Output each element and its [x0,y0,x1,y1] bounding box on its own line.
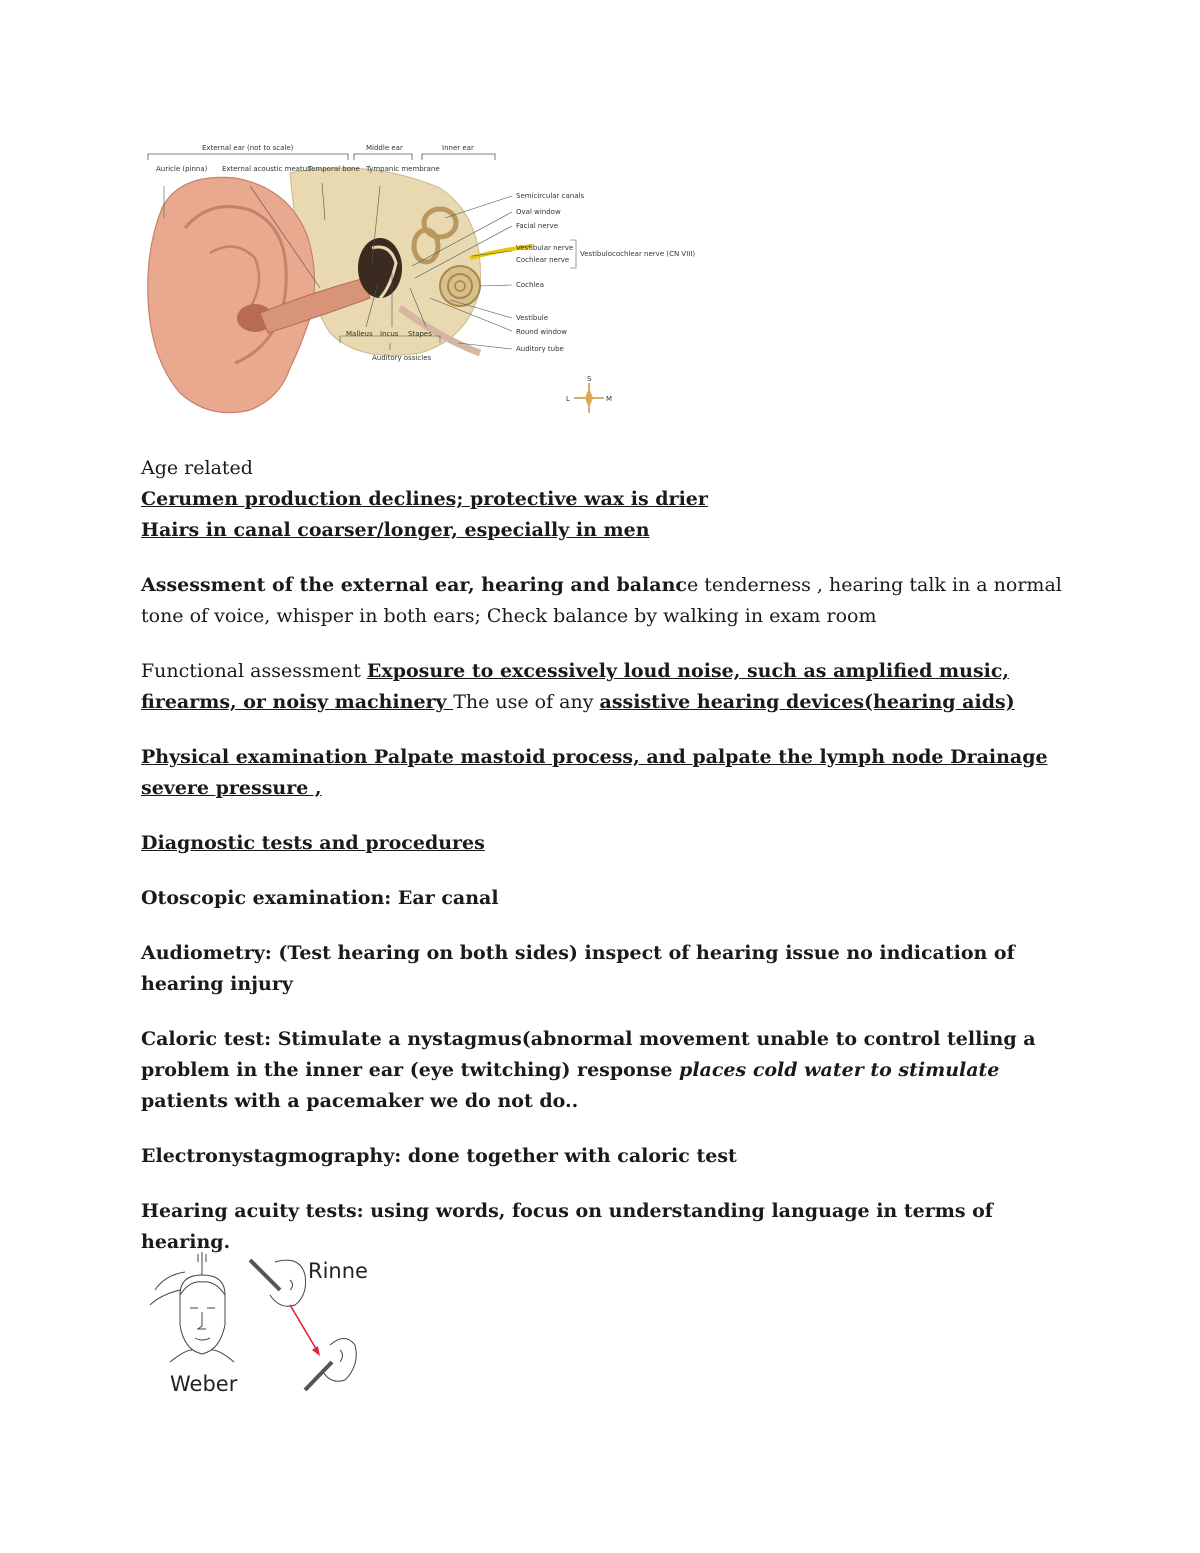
label-round-window: Round window [516,328,567,336]
label-tympanic-membrane: Tympanic membrane [366,165,440,173]
label-oval-window: Oval window [516,208,561,216]
label-semicircular-canals: Semicircular canals [516,192,585,200]
label-cochlear-nerve: Cochlear nerve [516,256,570,264]
weber-head-illustration [150,1252,234,1362]
label-temporal-bone: Temporal bone [308,165,360,173]
document-body [141,453,1066,1258]
compass-right-label: M [606,395,613,403]
region-label-middle: Middle ear [366,144,403,152]
assessment-paragraph [141,570,1066,632]
assessment-rest-text: e tenderness , hearing talk in a normal tone of voice, whisper in both ears; Check balance by walking in exam room [141,574,1062,627]
region-label-inner: Inner ear [442,144,474,152]
caloric-text-part-1: Caloric test: Stimulate a nystagmus(abnormal movement unable to control telling a problem in the inner ear (eye twitching) response [141,1028,1036,1081]
age-related-line-2: Hairs in canal coarser/longer, especially in men [141,519,650,541]
otoscopic-paragraph: Otoscopic examination: Ear canal [141,887,499,909]
label-vestibule: Vestibule [516,314,549,322]
physical-examination-paragraph: Physical examination Palpate mastoid process, and palpate the lymph node Drainage severe pressure , [141,746,1048,799]
weber-label: Weber [170,1372,238,1396]
label-cochlea: Cochlea [516,281,544,289]
functional-devices-text: assistive hearing devices(hearing aids) [599,691,1015,713]
weber-rinne-figure [140,1250,380,1400]
assessment-bold-text: Assessment of the external ear, hearing and balanc [141,574,687,596]
caloric-text-part-2: patients with a pacemaker we do not do.. [141,1090,579,1112]
label-incus: Incus [380,330,399,338]
rinne-label: Rinne [308,1259,368,1283]
label-auditory-ossicles: Auditory ossicles [372,354,432,362]
functional-lead-text: Functional assessment [141,660,367,682]
diagnostic-tests-heading: Diagnostic tests and procedures [141,832,485,854]
functional-exposure-text: Exposure to excessively loud noise, such as amplified music, firearms, or noisy machinery [141,660,1010,713]
ear-anatomy-figure [140,138,696,423]
label-stapes: Stapes [408,330,432,338]
label-auricle: Auricle (pinna) [156,165,208,173]
caloric-italic-text: places cold water to stimulate [679,1059,1000,1081]
functional-middle-text: The use of any [453,691,600,713]
functional-assessment-paragraph [141,656,1066,718]
caloric-test-paragraph [141,1024,1066,1117]
label-vestibulocochlear-nerve: Vestibulocochlear nerve (CN VIII) [580,250,696,258]
age-related-heading: Age related [141,457,253,479]
hearing-acuity-paragraph: Hearing acuity tests: using words, focus on understanding language in terms of hearing. [141,1200,993,1253]
label-facial-nerve: Facial nerve [516,222,558,230]
region-label-external: External ear (not to scale) [202,144,294,152]
compass-icon [566,375,612,413]
ear-anatomy-illustration [140,138,696,423]
audiometry-paragraph: Audiometry: (Test hearing on both sides) inspect of hearing issue no indication of hearing injury [141,942,1015,995]
electronystagmography-paragraph: Electronystagmography: done together with caloric test [141,1145,737,1167]
label-vestibular-nerve: Vestibular nerve [516,244,574,252]
label-auditory-tube: Auditory tube [516,345,564,353]
label-malleus: Malleus [346,330,373,338]
rinne-arrow [290,1305,318,1352]
rinne-arrow-head [312,1346,320,1356]
weber-rinne-illustration [140,1250,380,1400]
label-meatus: External acoustic meatus [222,165,311,173]
age-related-line-1: Cerumen production declines; protective wax is drier [141,488,708,510]
compass-up-label: S [587,375,592,383]
compass-left-label: L [566,395,570,403]
